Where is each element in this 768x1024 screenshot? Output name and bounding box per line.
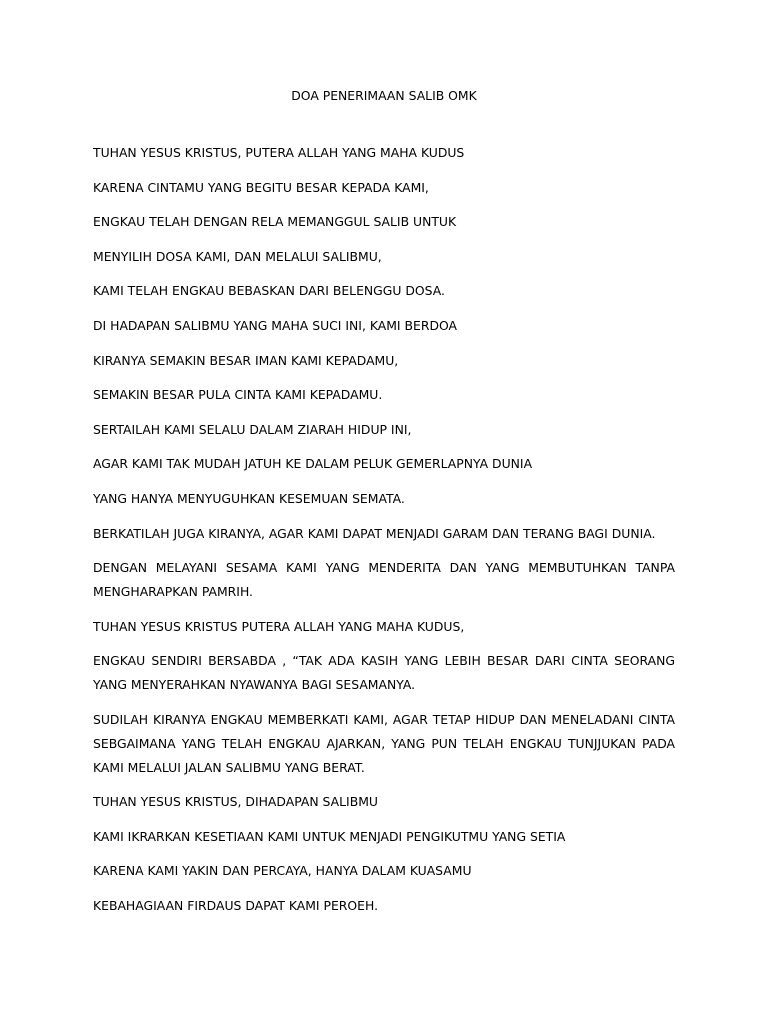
paragraph: DENGAN MELAYANI SESAMA KAMI YANG MENDERITA DAN YANG MEMBUTUHKAN TANPA MENGHARAPKAN PAMRIH. xyxy=(93,560,675,600)
paragraph: KAMI IKRARKAN KESETIAAN KAMI UNTUK MENJADI PENGIKUTMU YANG SETIA xyxy=(93,828,566,844)
paragraph: BERKATILAH JUGA KIRANYA, AGAR KAMI DAPAT MENJADI GARAM DAN TERANG BAGI DUNIA. xyxy=(93,525,656,541)
paragraph: SEMAKIN BESAR PULA CINTA KAMI KEPADAMU. xyxy=(93,387,383,403)
paragraph: TUHAN YESUS KRISTUS PUTERA ALLAH YANG MAHA KUDUS, xyxy=(93,618,465,634)
paragraph: SUDILAH KIRANYA ENGKAU MEMBERKATI KAMI, AGAR TETAP HIDUP DAN MENELADANI CINTA SEBGAIMANA YANG TELAH ENGKAU AJARKAN, YANG PUN TELAH ENGKAU TUNJJUKAN PADA KAMI MELALUI JALAN SALIBMU YANG BERAT. xyxy=(93,711,675,775)
paragraph: KARENA KAMI YAKIN DAN PERCAYA, HANYA DALAM KUASAMU xyxy=(93,863,472,879)
paragraph: TUHAN YESUS KRISTUS, PUTERA ALLAH YANG MAHA KUDUS xyxy=(93,145,465,160)
paragraph: MENYILIH DOSA KAMI, DAN MELALUI SALIBMU, xyxy=(93,248,382,264)
paragraph: SERTAILAH KAMI SELALU DALAM ZIARAH HIDUP INI, xyxy=(93,421,412,437)
paragraph: YANG HANYA MENYUGUHKAN KESEMUAN SEMATA. xyxy=(93,490,405,506)
paragraph: KARENA CINTAMU YANG BEGITU BESAR KEPADA KAMI, xyxy=(93,179,429,195)
paragraph: AGAR KAMI TAK MUDAH JATUH KE DALAM PELUK GEMERLAPNYA DUNIA xyxy=(93,456,533,472)
paragraph: ENGKAU SENDIRI BERSABDA , “TAK ADA KASIH YANG LEBIH BESAR DARI CINTA SEORANG YANG MENYERAHKAN NYAWANYA BAGI SESAMANYA. xyxy=(93,653,675,693)
paragraph: KIRANYA SEMAKIN BESAR IMAN KAMI KEPADAMU, xyxy=(93,352,399,368)
paragraph: KAMI TELAH ENGKAU BEBASKAN DARI BELENGGU DOSA. xyxy=(93,283,445,299)
paragraph: KEBAHAGIAAN FIRDAUS DAPAT KAMI PEROEH. xyxy=(93,897,379,913)
document-title: DOA PENERIMAAN SALIB OMK xyxy=(291,88,477,103)
paragraph: DI HADAPAN SALIBMU YANG MAHA SUCI INI, KAMI BERDOA xyxy=(93,317,457,333)
paragraph: TUHAN YESUS KRISTUS, DIHADAPAN SALIBMU xyxy=(93,794,378,810)
paragraph: ENGKAU TELAH DENGAN RELA MEMANGGUL SALIB UNTUK xyxy=(93,214,457,230)
document-body xyxy=(93,141,675,929)
